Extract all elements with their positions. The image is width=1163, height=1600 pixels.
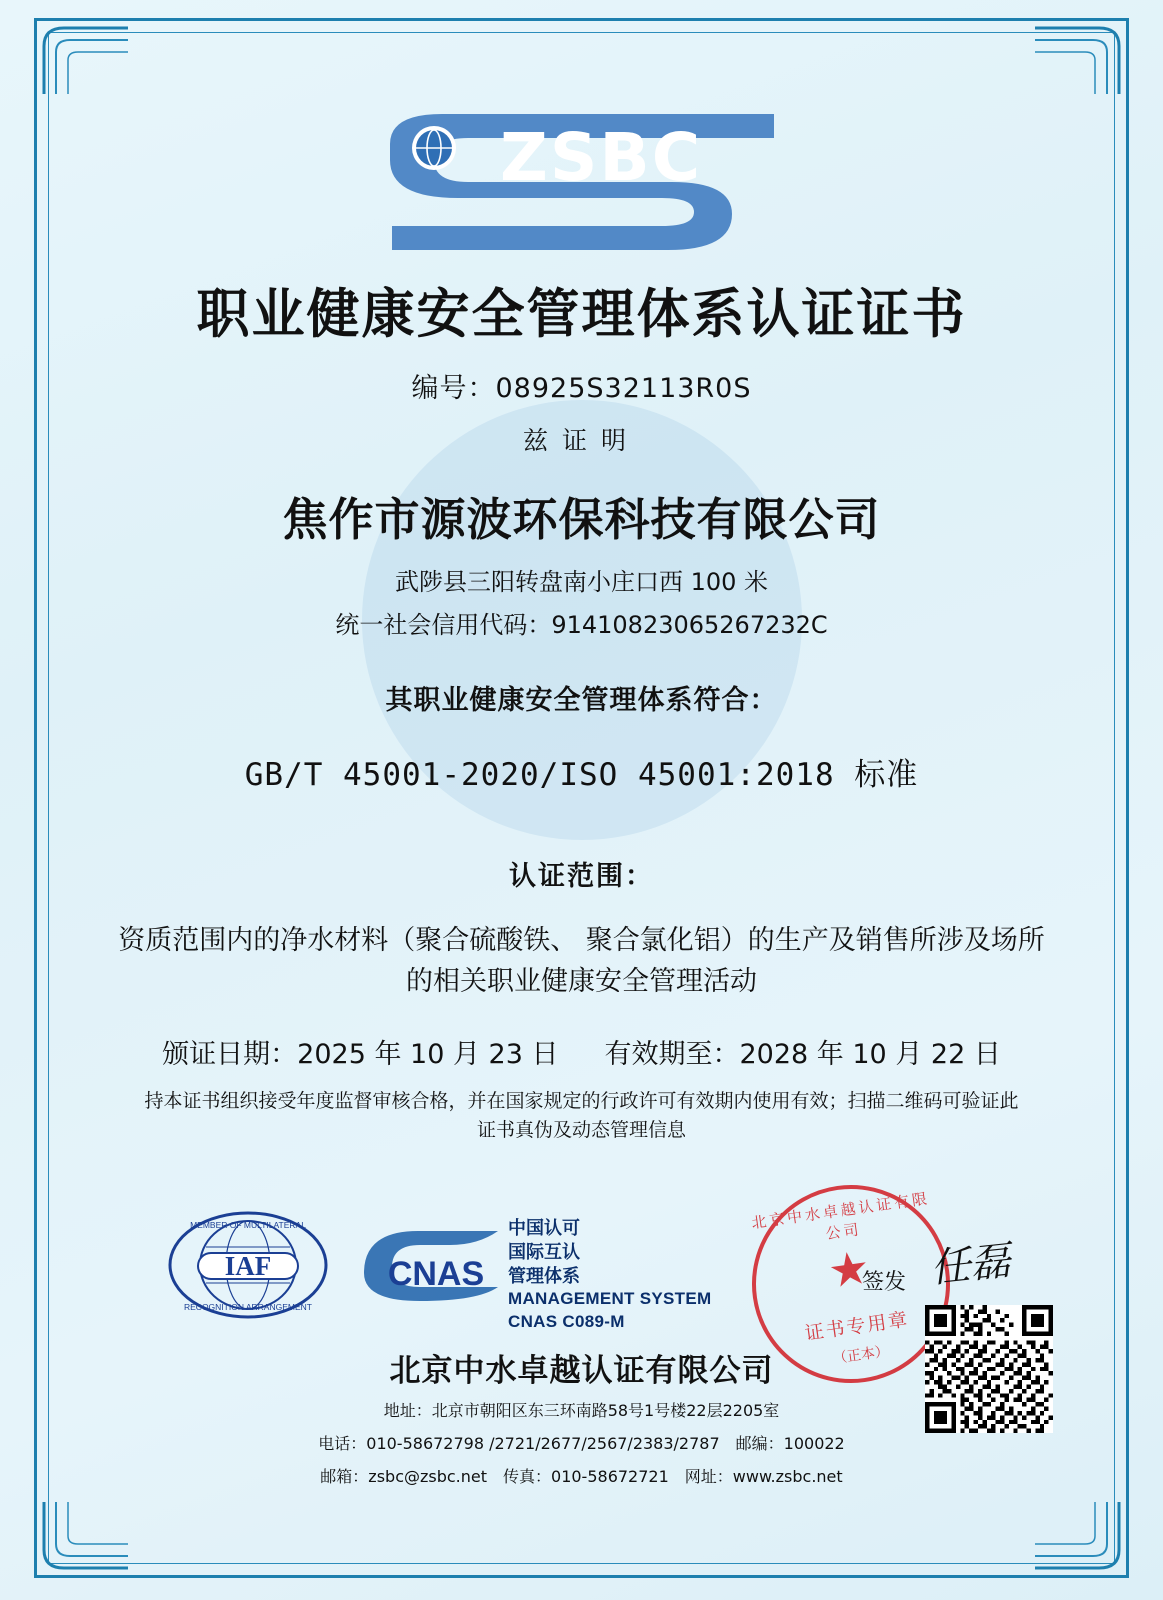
cnas-line-3: 管理体系: [508, 1265, 580, 1287]
cnas-logo-text: CNAS: [387, 1255, 485, 1293]
scope-line-1: 资质范围内的净水材料（聚合硫酸铁、 聚合氯化铝）的生产及销售所涉及场所: [118, 925, 1045, 956]
corner-ornament-icon: [1031, 1498, 1123, 1572]
scope-line-2: 的相关职业健康安全管理活动: [406, 965, 757, 997]
star-icon: ★: [824, 1240, 873, 1298]
issue-date-label: 颁证日期：: [162, 1039, 298, 1070]
validity-note: [107, 1087, 1057, 1146]
cnas-line-1: 中国认可: [508, 1218, 580, 1239]
expiry-date-label: 有效期至：: [604, 1039, 740, 1070]
company-name: 焦作市源波环保科技有限公司: [282, 493, 881, 546]
validity-note-line-1: 持本证书组织接受年度监督审核合格，并在国家规定的行政许可有效期内使用有效；扫描二维码可验证此: [144, 1090, 1019, 1112]
iaf-top-text: MEMBER OF MULTILATERAL: [190, 1220, 306, 1230]
seal-sub-text: （正本）: [832, 1343, 890, 1368]
cnas-line-5: CNAS C089-M: [508, 1311, 625, 1331]
certificate-number-label: 编号：: [411, 373, 496, 404]
certificate-number-value: 08925S32113R0S: [495, 373, 752, 404]
scope-label: 认证范围：: [509, 861, 654, 892]
credit-code: 统一社会信用代码：91410823065267232C: [335, 611, 828, 639]
cnas-logo: [358, 1223, 508, 1307]
company-address: 武陟县三阳转盘南小庄口西 100 米: [394, 568, 769, 596]
cnas-line-2: 国际互认: [508, 1241, 580, 1263]
issuer-name: 北京中水卓越认证有限公司: [389, 1353, 774, 1389]
standard-reference: GB/T 45001-2020/ISO 45001:2018 标准: [244, 757, 919, 793]
iaf-logo: [168, 1211, 328, 1319]
conformity-statement: 其职业健康安全管理体系符合：: [385, 685, 778, 716]
signature-label: 签发: [862, 1270, 907, 1295]
seal-bottom-text: 证书专用章: [803, 1308, 911, 1345]
page-title: 职业健康安全管理体系认证证书: [196, 284, 967, 345]
iaf-bottom-text: RECOGNITION ARRANGEMENT: [184, 1302, 312, 1312]
corner-ornament-icon: [1031, 24, 1123, 98]
zsbc-logo-text: ZSBC: [499, 119, 702, 196]
scope-body: [117, 921, 1047, 1002]
certificate-number: [70, 366, 1093, 405]
expiry-date-value: 2028 年 10 月 22 日: [739, 1039, 1001, 1070]
issuer-block: [0, 1345, 1163, 1489]
signature: 任磊: [928, 1237, 1013, 1293]
validity-note-line-2: 证书真伪及动态管理信息: [476, 1119, 686, 1142]
zsbc-logo: [70, 108, 1093, 258]
dates-row: [70, 1032, 1093, 1071]
issue-date-value: 2025 年 10 月 23 日: [297, 1039, 559, 1070]
issuer-phone: 电话：010-58672798 /2721/2677/2567/2383/2787 邮编：100022: [318, 1434, 845, 1453]
issuer-contact: 邮箱：zsbc@zsbc.net 传真：010-58672721 网址：www.zsbc.net: [320, 1467, 843, 1486]
accreditation-row: [0, 1189, 1163, 1368]
hereby-certify-text: 兹证明: [522, 426, 640, 455]
corner-ornament-icon: [40, 24, 132, 98]
certificate-content: [0, 108, 1163, 1146]
cnas-description: [508, 1217, 711, 1333]
seal-top-text: 北京中水卓越认证有限公司: [750, 1189, 932, 1243]
corner-ornament-icon: [40, 1498, 132, 1572]
iaf-center-text: IAF: [224, 1251, 272, 1281]
cnas-line-4: MANAGEMENT SYSTEM: [508, 1289, 712, 1309]
issuer-address: 地址：北京市朝阳区东三环南路58号1号楼22层2205室: [383, 1401, 780, 1420]
